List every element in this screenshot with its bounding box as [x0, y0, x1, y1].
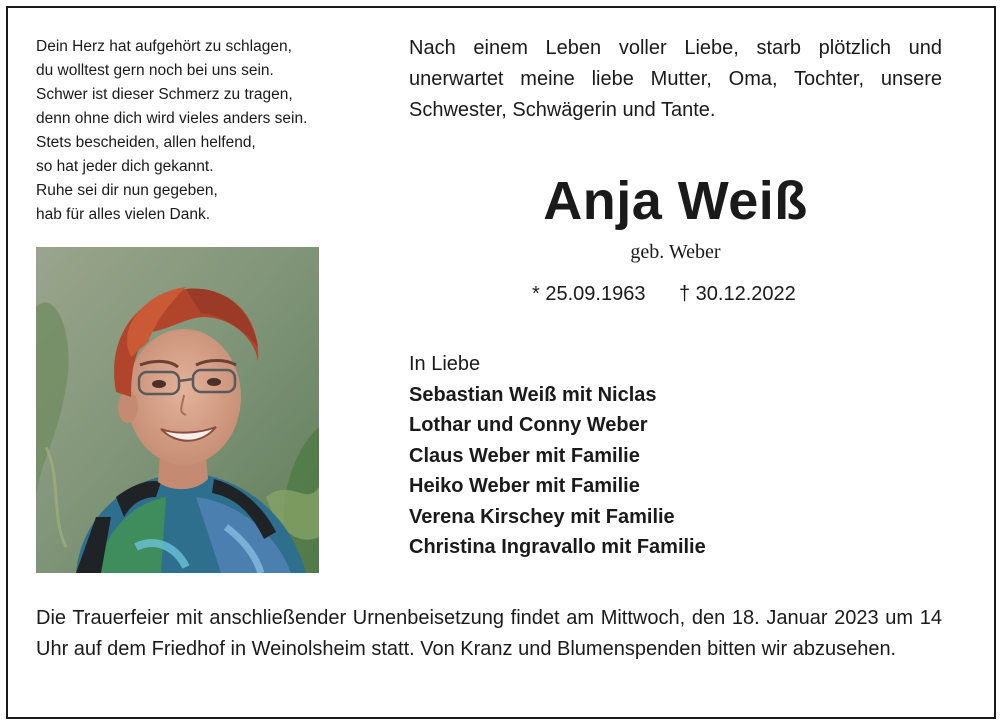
mourners-lead: In Liebe	[409, 353, 481, 375]
life-dates	[532, 283, 796, 306]
birth-date: * 25.09.1963	[532, 283, 646, 305]
deceased-name: Anja Weiß	[543, 171, 808, 231]
mourners-list	[409, 349, 706, 563]
mourner-name: Verena Kirschey mit Familie	[409, 505, 675, 528]
poem-line: denn ohne dich wird vieles anders sein.	[36, 110, 308, 127]
poem-line: Ruhe sei dir nun gegeben,	[36, 182, 218, 199]
mourner-name: Sebastian Weiß mit Niclas	[409, 383, 657, 406]
mourner-name: Lothar und Conny Weber	[409, 414, 648, 436]
mourner-name: Christina Ingravallo mit Familie	[409, 536, 706, 558]
portrait-photo	[36, 247, 319, 573]
intro-text: Nach einem Leben voller Liebe, starb plötzlich und unerwartet meine liebe Mutter, Oma, Tochter, unsere Schwester, Schwägerin und Tante.	[409, 37, 942, 121]
poem-line: so hat jeder dich gekannt.	[36, 158, 214, 175]
poem-line: hab für alles vielen Dank.	[36, 206, 211, 223]
death-date: † 30.12.2022	[679, 283, 796, 305]
maiden-name: geb. Weber	[630, 241, 721, 263]
poem-line: Schwer ist dieser Schmerz zu tragen,	[36, 86, 293, 103]
poem-line: Stets bescheiden, allen helfend,	[36, 134, 256, 151]
poem-line: du wolltest gern noch bei uns sein.	[36, 62, 274, 79]
funeral-notice: Die Trauerfeier mit anschließender Urnenbeisetzung findet am Mittwoch, den 18. Januar 2023 um 14 Uhr auf dem Friedhof in Weinolsheim statt. Von Kranz und Blumenspenden bitten wir abzusehen.	[36, 607, 942, 660]
mourner-name: Claus Weber mit Familie	[409, 444, 640, 467]
poem	[36, 35, 366, 227]
poem-line: Dein Herz hat aufgehört zu schlagen,	[36, 38, 292, 55]
mourner-name: Heiko Weber mit Familie	[409, 475, 640, 497]
